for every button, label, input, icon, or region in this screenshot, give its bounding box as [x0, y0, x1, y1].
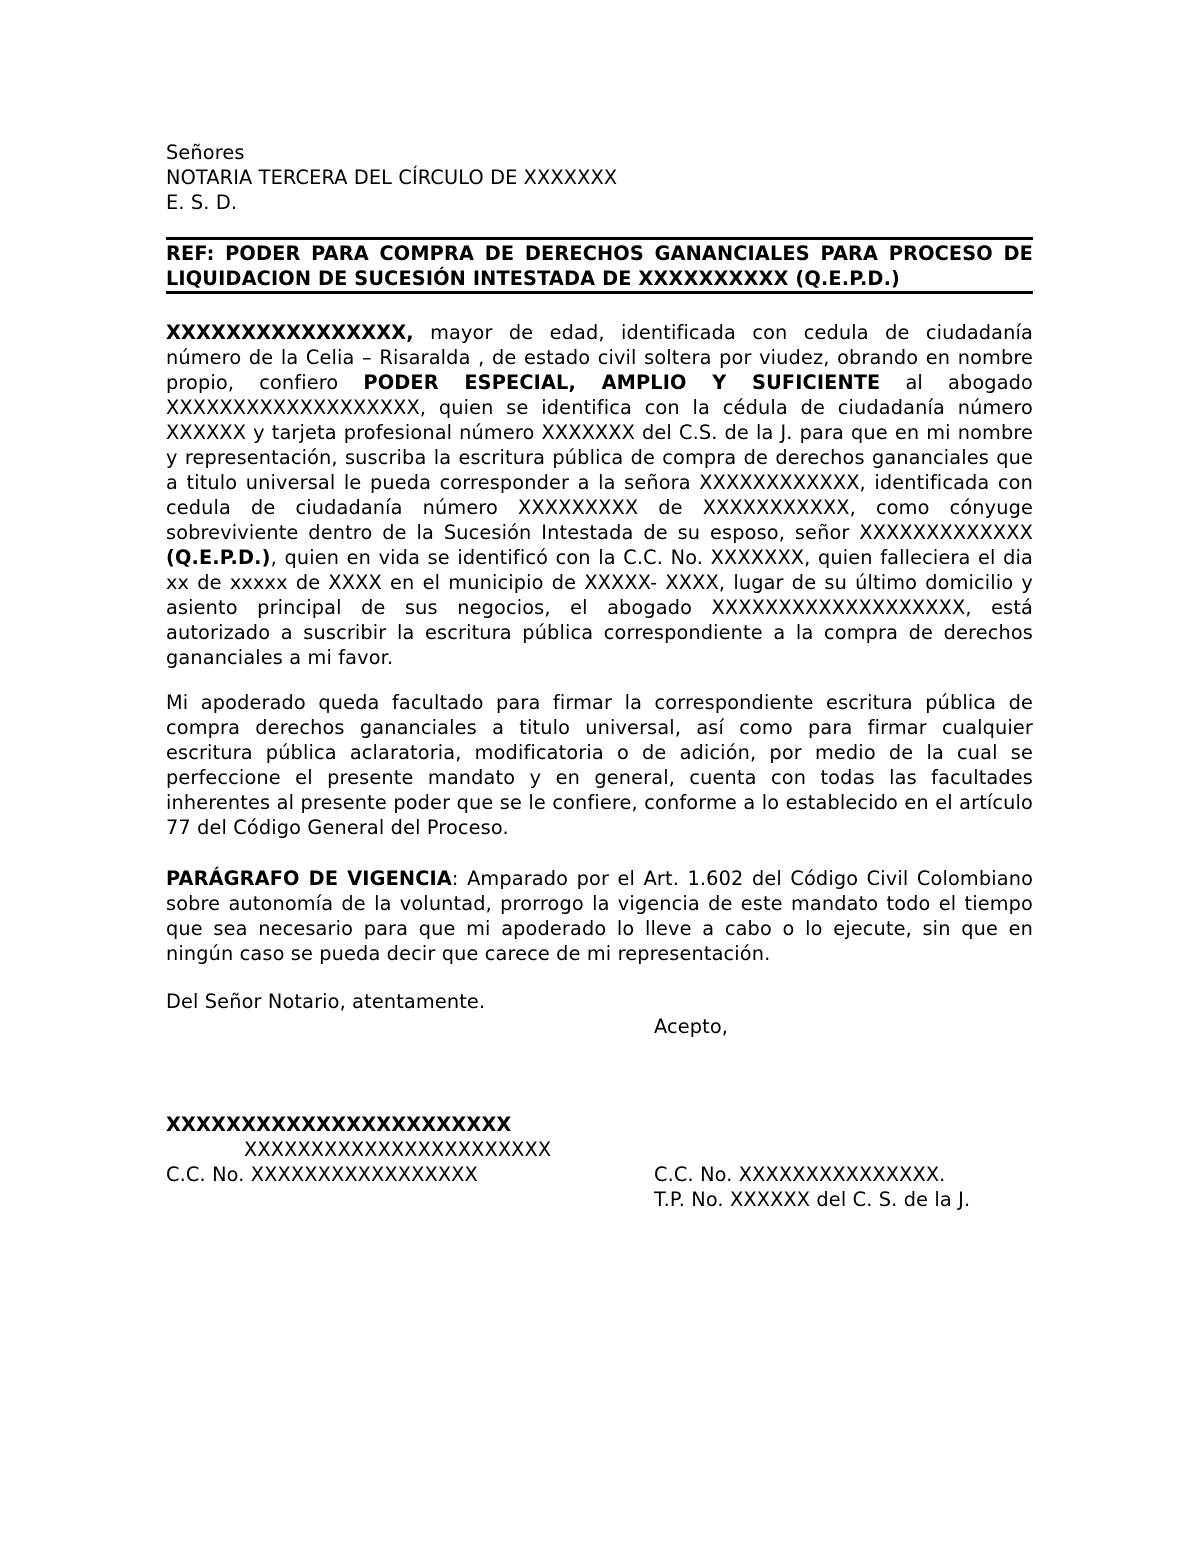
power-type: PODER ESPECIAL, AMPLIO Y SUFICIENTE [363, 371, 881, 394]
validity-label: PARÁGRAFO DE VIGENCIA [166, 867, 452, 890]
qepd-label: (Q.E.P.D.) [166, 546, 271, 569]
recipient: NOTARIA TERCERA DEL CÍRCULO DE XXXXXXX [166, 166, 618, 189]
closing-block [166, 989, 1033, 1038]
acepto-line: Acepto, [654, 1015, 729, 1038]
paragraph-power-text-b: al abogado XXXXXXXXXXXXXXXXXXX, quien se identifica con la cédula de ciudadanía número XXXXXX y tarjeta profesional número XXXXXXX del C.S. de la J. para que en mi nombre y representación, suscriba la escritura pública de compra de derechos gananciales que a titulo universal le pueda corresponder a la señora XXXXXXXXXXXX, identificada con cedula de ciudadanía número XXXXXXXXX de XXXXXXXXXXX, como cónyuge sobreviviente dentro de la Sucesión Intestada de su esposo, señor XXXXXXXXXXXXX [166, 371, 1033, 544]
grantor-signature-name-2: XXXXXXXXXXXXXXXXXXXXXXX [244, 1138, 552, 1161]
signature-attorney [654, 1162, 970, 1212]
grantor-id: C.C. No. XXXXXXXXXXXXXXXXX [166, 1163, 478, 1186]
paragraph-validity [166, 866, 1033, 966]
reference-block: REF: PODER PARA COMPRA DE DERECHOS GANANCIALES PARA PROCESO DE LIQUIDACION DE SUCESIÓN INTESTADA DE XXXXXXXXXX (Q.E.P.D.) [166, 237, 1033, 294]
letter-body [166, 140, 1034, 1211]
signature-grantor [166, 1112, 551, 1187]
attorney-id: C.C. No. XXXXXXXXXXXXXXX. [654, 1163, 946, 1186]
grantor-name: XXXXXXXXXXXXXXXX, [166, 321, 414, 344]
salutation: Señores [166, 141, 245, 164]
paragraph-faculties: Mi apoderado queda facultado para firmar la correspondiente escritura pública de compra derechos gananciales a titulo universal, así como para firmar cualquier escritura pública aclaratoria, modificatoria o de adición, por medio de la cual se perfeccione el presente mandato y en general, cuenta con todas las facultades inherentes al presente poder que se le confiere, conforme a lo establecido en el artículo 77 del Código General del Proceso. [166, 691, 1033, 839]
paragraph-power-text-c: , quien en vida se identificó con la C.C. No. XXXXXXX, quien falleciera el dia xx de xxxxx de XXXX en el municipio de XXXXX- XXXX, lugar de su último domicilio y asiento principal de sus negocios, el abogado XXXXXXXXXXXXXXXXXXX, está autorizado a suscribir la escritura pública correspondiente a la compra de derechos gananciales a mi favor. [166, 546, 1033, 669]
validity-text: : Amparado por el Art. 1.602 del Código Civil Colombiano sobre autonomía de la voluntad, prorrogo la vigencia de este mandato todo el tiempo que sea necesario para que mi apoderado lo lleve a cabo o lo ejecute, sin que en ningún caso se pueda decir que carece de mi representación. [166, 867, 1034, 965]
closing-line: Del Señor Notario, atentamente. [166, 990, 486, 1013]
esd-line: E. S. D. [166, 191, 238, 214]
attorney-tp: T.P. No. XXXXXX del C. S. de la J. [654, 1188, 971, 1211]
signature-block [166, 1088, 1033, 1211]
grantor-signature-name: XXXXXXXXXXXXXXXXXXXXXXX [166, 1113, 512, 1136]
paragraph-power [166, 320, 1033, 670]
paragraph-power-text-a: mayor de edad, identificada con cedula de ciudadanía número de la Celia – Risaralda , de estado civil soltera por viudez, obrando en nombre propio, confiero [166, 321, 1033, 394]
